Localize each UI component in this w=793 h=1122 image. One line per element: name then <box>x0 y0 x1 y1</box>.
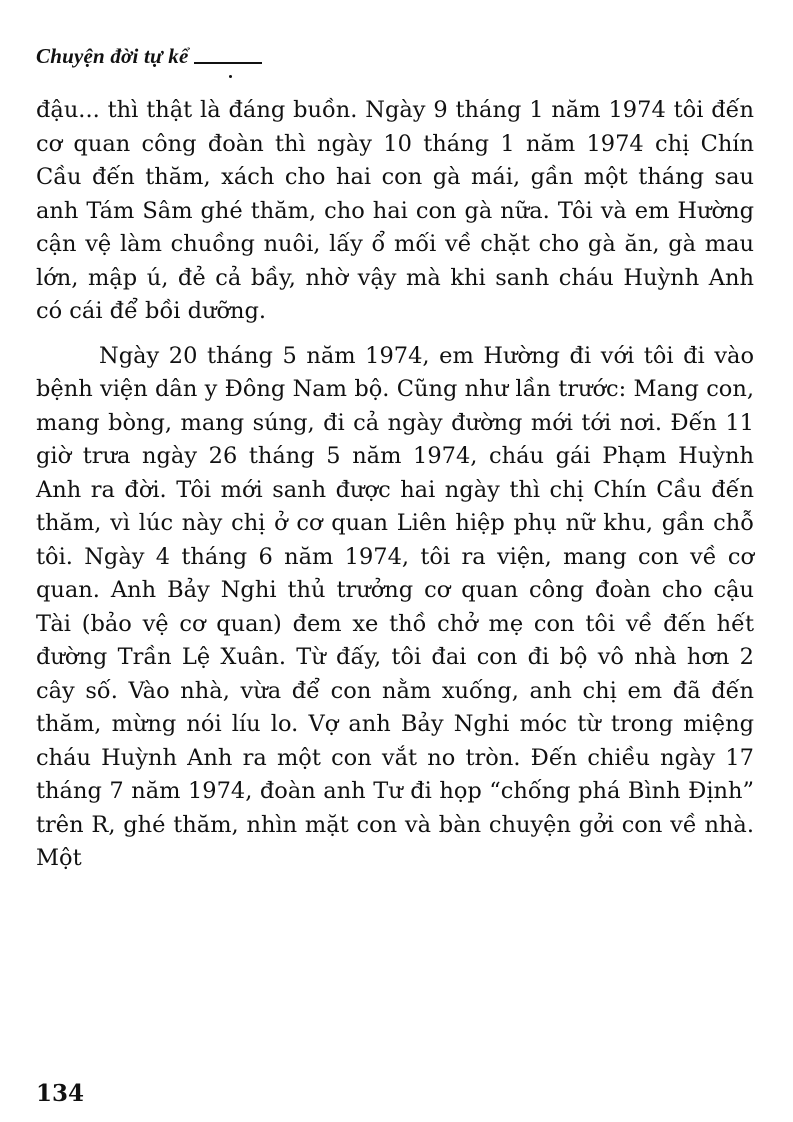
body-text <box>36 94 754 876</box>
header-dot <box>229 75 232 78</box>
paragraph-continued: đậu... thì thật là đáng buồn. Ngày 9 tháng 1 năm 1974 tôi đến cơ quan công đoàn thì ngày 10 tháng 1 năm 1974 chị Chín Cầu đến thăm, xách cho hai con gà mái, gần một tháng sau anh Tám Sâm ghé thăm, cho hai con gà nữa. Tôi và em Hường cận vệ làm chuồng nuôi, lấy ổ mối về chặt cho gà ăn, gà mau lớn, mập ú, đẻ cả bầy, nhờ vậy mà khi sanh cháu Huỳnh Anh có cái để bồi dưỡng. <box>36 97 754 324</box>
running-title: Chuyện đời tự kể <box>36 44 189 68</box>
page-number: 134 <box>36 1080 85 1107</box>
paragraph-hospital-birth: Ngày 20 tháng 5 năm 1974, em Hường đi với tôi đi vào bệnh viện dân y Đông Nam bộ. Cũng như lần trước: Mang con, mang bòng, mang súng, đi cả ngày đường mới tới nơi. Đến 11 giờ trưa ngày 26 tháng 5 năm 1974, cháu gái Phạm Huỳnh Anh ra đời. Tôi mới sanh được hai ngày thì chị Chín Cầu đến thăm, vì lúc này chị ở cơ quan Liên hiệp phụ nữ khu, gần chỗ tôi. Ngày 4 tháng 6 năm 1974, tôi ra viện, mang con về cơ quan. Anh Bảy Nghi thủ trưởng cơ quan công đoàn cho cậu Tài (bảo vệ cơ quan) đem xe thồ chở mẹ con tôi về đến hết đường Trần Lệ Xuân. Từ đấy, tôi đai con đi bộ vô nhà hơn 2 cây số. Vào nhà, vừa để con nằm xuống, anh chị em đã đến thăm, mừng nói líu lo. Vợ anh Bảy Nghi móc từ trong miệng cháu Huỳnh Anh ra một con vắt no tròn. Đến chiều ngày 17 tháng 7 năm 1974, đoàn anh Tư đi họp “chống phá Bình Định” trên R, ghé thăm, nhìn mặt con và bàn chuyện gởi con về nhà. Một <box>36 342 754 871</box>
header-rule <box>194 62 262 64</box>
running-header <box>36 44 262 69</box>
